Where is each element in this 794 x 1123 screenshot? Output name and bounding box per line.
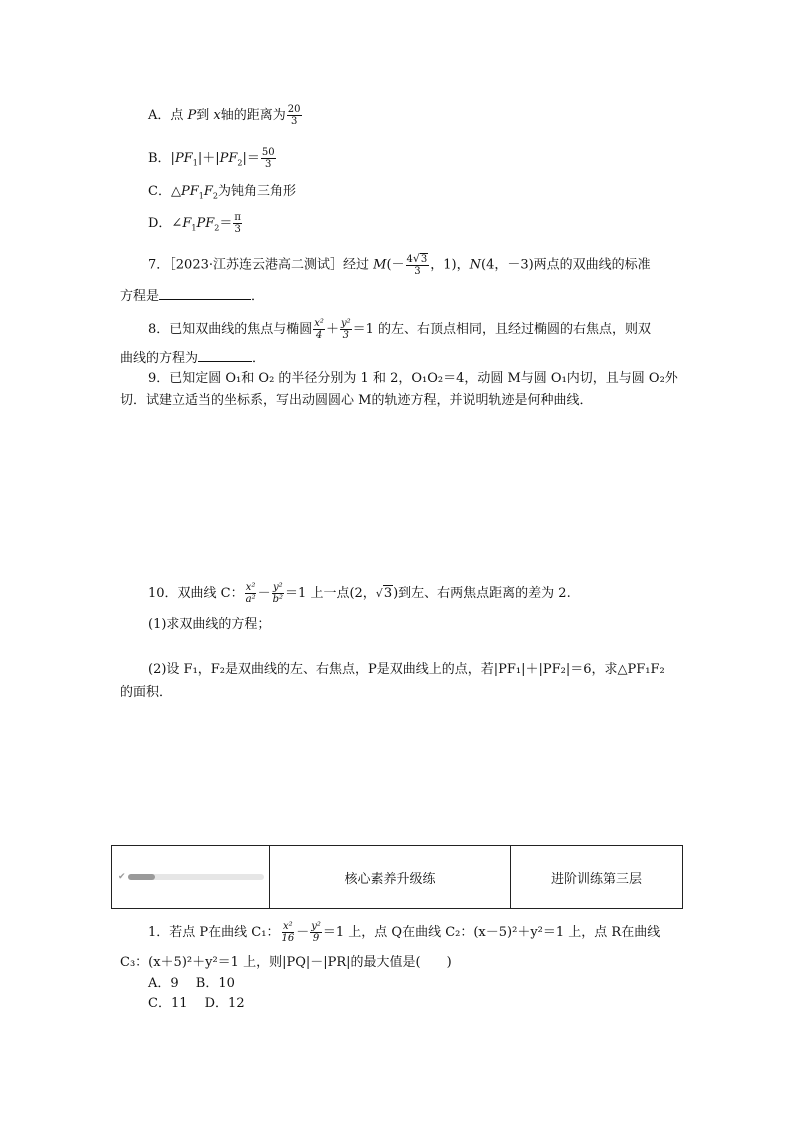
numerator: 20: [287, 104, 301, 115]
numerator: π: [234, 212, 241, 223]
var-pf: PF: [219, 151, 238, 166]
radical-sign: √: [375, 587, 383, 600]
fraction: [261, 147, 276, 170]
var-p: P: [187, 108, 197, 123]
denominator: 3: [290, 116, 298, 127]
question-10-part-2-line-1: [148, 662, 665, 678]
radicand: 3: [420, 254, 428, 265]
option-c-prefix: C．△: [148, 184, 181, 199]
q10-prefix: 10．双曲线 C：: [148, 586, 244, 601]
q7-line2-text: 方程是: [120, 289, 160, 304]
denominator: 16: [281, 933, 295, 944]
minus: －: [296, 925, 310, 940]
fraction: [280, 921, 295, 944]
q10-part2-line2-text: 的面积．: [120, 685, 173, 700]
var-pf: PF: [196, 216, 215, 231]
option-b-prefix: B．|: [148, 151, 175, 166]
p1-line2-text: C₃：(x＋5)²＋y²＝1 上，则|PQ|－|PR|的最大值是( ): [120, 955, 452, 970]
subscript: 2: [212, 191, 218, 201]
option-a-suffix: 轴的距离为: [220, 108, 286, 123]
radical-sign: √: [412, 252, 420, 265]
question-8-line-1: [148, 318, 651, 341]
q8-line2-text: 曲线的方程为: [120, 351, 199, 366]
denominator: 3: [414, 266, 421, 277]
question-10-line-1: [148, 582, 571, 605]
denominator: 3: [265, 159, 272, 170]
var-pf: PF: [174, 151, 193, 166]
option-c: [148, 184, 296, 205]
question-10-part-1: [148, 617, 270, 633]
numerator: 50: [261, 147, 275, 158]
var-pf: PF: [180, 184, 199, 199]
plus: ＋: [325, 322, 339, 337]
option-b: [148, 147, 277, 172]
radicand: 3: [383, 586, 393, 601]
q7-prefix: 7．［2023·江苏连云港高二测试］经过: [148, 257, 374, 273]
question-10-part-2-line-2: [120, 685, 172, 701]
numerator: [406, 253, 430, 266]
denominator: a²: [245, 594, 256, 605]
option-a-mid: 到: [196, 108, 214, 123]
question-7-line-2: [120, 287, 264, 305]
q10-suffix: )到左、右两焦点距离的差为 2.: [393, 586, 571, 601]
equals: ＝: [219, 216, 233, 231]
q10-mid: ＝1 上一点(2，: [285, 586, 376, 601]
subscript: 1: [192, 158, 198, 168]
q8-prefix: 8．已知双曲线的焦点与椭圆: [148, 322, 313, 337]
option-b-mid: |＋|: [197, 151, 220, 166]
problem-1-options-ab: [148, 976, 235, 992]
p1-options-ab-text: A．9 B．10: [148, 976, 235, 991]
numerator: y²: [340, 318, 351, 329]
banner-level: 进阶训练第三层: [511, 846, 683, 909]
q7-suffix: (4，－3)两点的双曲线的标准: [481, 257, 651, 273]
var-f: F: [182, 216, 192, 231]
denominator: b²: [272, 594, 284, 605]
denominator: 9: [312, 933, 320, 944]
fraction: [313, 318, 325, 341]
banner-progress-cell: [112, 846, 270, 909]
q10-part1-text: (1)求双曲线的方程；: [148, 617, 271, 632]
var-x: x: [213, 108, 221, 123]
subscript: 1: [198, 191, 204, 201]
problem-1-line-2: [120, 955, 452, 971]
section-banner: [111, 845, 683, 909]
fraction: [287, 104, 302, 127]
q7-end: ．: [251, 289, 265, 304]
p1-options-cd-text: C．11 D．12: [148, 996, 245, 1011]
q10-part2-line1-text: (2)设 F₁，F₂是双曲线的左、右焦点，P是双曲线上的点，若|PF₁|＋|PF₂|＝6，求△PF₁F₂: [148, 662, 665, 677]
option-a: [148, 104, 303, 127]
fraction: [233, 212, 242, 235]
point-n: N: [469, 257, 481, 273]
q7-open: (－: [386, 257, 405, 273]
q9-line1-text: 9．已知定圆 O₁和 O₂ 的半径分别为 1 和 2，O₁O₂＝4，动圆 M与圆 O₁内切，且与圆 O₂外: [148, 371, 678, 386]
fraction: [310, 921, 322, 944]
fraction: [245, 582, 257, 605]
minus: －: [257, 586, 271, 601]
var-f: F: [203, 184, 213, 199]
p1-suffix: ＝1 上，点 Q在曲线 C₂：(x－5)²＋y²＝1 上，点 R在曲线: [322, 925, 661, 940]
numerator: y²: [311, 921, 321, 932]
numerator: y²: [273, 582, 283, 593]
fraction: [406, 253, 430, 277]
q8-end: ．: [252, 351, 266, 366]
option-c-suffix: 为钝角三角形: [217, 184, 296, 199]
subscript: 2: [214, 223, 220, 233]
numerator: x²: [282, 921, 293, 932]
problem-1-options-cd: [148, 996, 245, 1012]
question-7-line-1: [148, 253, 651, 277]
option-b-end: |＝: [242, 151, 260, 166]
option-a-prefix: A．点: [148, 108, 188, 123]
option-d-prefix: D．∠: [148, 216, 183, 231]
question-8-line-2: [120, 349, 265, 367]
question-9-line-1: [148, 371, 678, 387]
fraction: [340, 318, 352, 341]
problem-1-line-1: [148, 921, 660, 944]
question-9-line-2: [120, 393, 592, 409]
p1-prefix: 1．若点 P在曲线 C₁：: [148, 925, 280, 940]
option-d: [148, 212, 243, 237]
subscript: 2: [237, 158, 243, 168]
numerator: x²: [245, 582, 256, 593]
progress-fill: [128, 874, 155, 880]
progress-bar: [128, 874, 264, 880]
denominator: 3: [342, 330, 349, 341]
denominator: 4: [315, 330, 323, 341]
check-icon: ✔: [118, 872, 126, 882]
fraction: [272, 582, 284, 605]
q7-mid: ，1)，: [430, 257, 470, 273]
q9-line2-text: 切．试建立适当的坐标系，写出动圆圆心 M的轨迹方程，并说明轨迹是何种曲线．: [120, 393, 593, 408]
subscript: 1: [191, 223, 197, 233]
answer-blank[interactable]: [159, 287, 251, 300]
denominator: 3: [234, 224, 241, 235]
banner-title: 核心素养升级练: [270, 846, 511, 909]
coefficient: 4: [406, 254, 413, 265]
answer-blank[interactable]: [198, 349, 252, 362]
numerator: x²: [314, 318, 324, 329]
point-m: M: [373, 257, 387, 273]
q8-suffix: ＝1 的左、右顶点相同，且经过椭圆的右焦点，则双: [352, 322, 652, 337]
